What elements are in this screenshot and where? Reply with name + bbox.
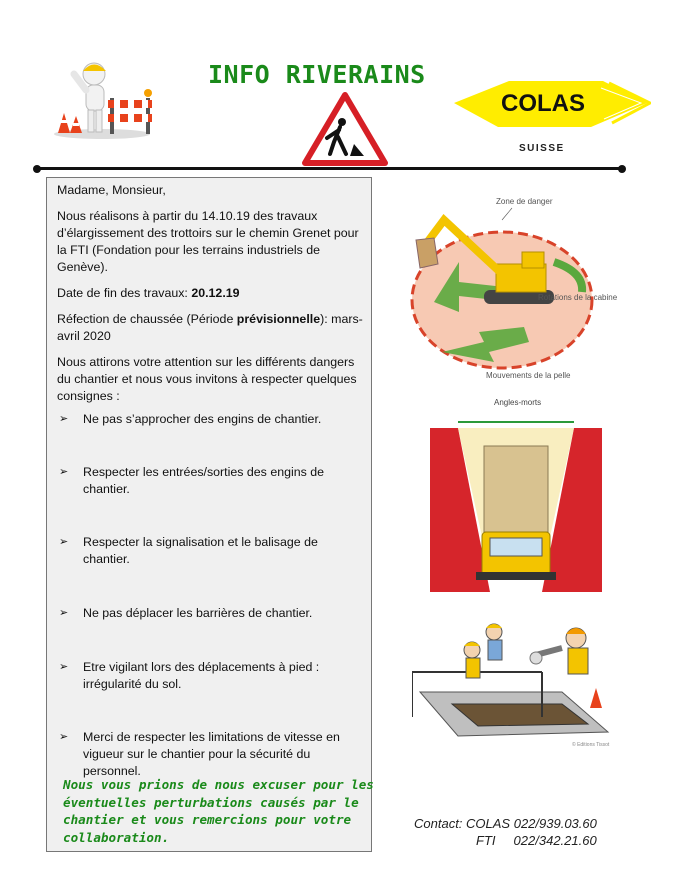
excavator-danger-zone-illustration	[404, 192, 626, 384]
arrow-bullet-icon: ➢	[59, 731, 69, 743]
greeting: Madame, Monsieur,	[57, 183, 166, 197]
consigne-item: ➢ Etre vigilant lors des déplacements à pied : irrégularité du sol.	[59, 660, 320, 691]
arrow-bullet-icon: ➢	[59, 466, 69, 478]
colas-logo-subtitle: SUISSE	[519, 143, 565, 154]
arrow-bullet-icon: ➢	[59, 607, 69, 619]
arrow-bullet-icon: ➢	[59, 661, 69, 673]
contact-block	[414, 815, 597, 849]
colas-logo-text: COLAS	[501, 90, 585, 117]
intro-paragraph: Nous réalisons à partir du 14.10.19 des travaux d’élargissement des trottoirs sur le chemin Grenet pour la FTI (Fondation pour les terrains industriels de Genève).	[57, 209, 359, 274]
end-date-line: Date de fin des travaux: 20.12.19	[57, 286, 240, 300]
contact-fti: FTI 022/342.21.60	[476, 833, 597, 848]
blind-spot-label: Angles-morts	[494, 398, 542, 407]
contact-colas: Contact: COLAS 022/939.03.60	[414, 816, 597, 831]
attention-paragraph: Nous attirons votre attention sur les différents dangers du chantier et nous vous invitons à respecter quelques consignes :	[57, 355, 357, 403]
arrow-bullet-icon: ➢	[59, 413, 69, 425]
consigne-item: ➢ Respecter la signalisation et le balisage de chantier.	[59, 535, 318, 566]
divider-dot-right	[618, 165, 626, 173]
refection-line: Réfection de chaussée (Période prévisionnelle): mars-avril 2020	[57, 312, 363, 343]
consigne-item: ➢ Respecter les entrées/sorties des engins de chantier.	[59, 465, 325, 496]
consigne-item: ➢ Ne pas déplacer les barrières de chantier.	[59, 606, 313, 620]
danger-zone-label: Zone de danger	[496, 197, 553, 206]
arrow-bullet-icon: ➢	[59, 536, 69, 548]
colas-logo	[451, 78, 651, 142]
page-title: INFO RIVERAINS	[208, 60, 426, 89]
worker-barrier-illustration	[50, 58, 160, 140]
end-date: 20.12.19	[191, 286, 240, 300]
divider-dot-left	[33, 165, 41, 173]
workers-trench-illustration	[412, 612, 622, 750]
consigne-item: ➢ Merci de respecter les limitations de vitesse en vigueur sur le chantier pour la sécurité du personnel.	[59, 730, 340, 778]
closing-apology: Nous vous prions de nous excuser pour les éventuelles perturbations causés par le chantier et vous remercions pour votre collaboration.	[63, 777, 374, 845]
truck-blind-spot-illustration	[418, 396, 614, 592]
info-text-panel	[46, 177, 372, 852]
bucket-movement-label: Mouvements de la pelle	[486, 371, 571, 380]
roadworks-warning-sign	[302, 92, 388, 166]
cabin-rotation-label: Rotations de la cabine	[538, 293, 618, 302]
illustration-credit: © Editions Tissot	[572, 742, 610, 748]
consigne-item: ➢ Ne pas s’approcher des engins de chantier.	[59, 412, 322, 426]
header-divider	[36, 167, 622, 170]
